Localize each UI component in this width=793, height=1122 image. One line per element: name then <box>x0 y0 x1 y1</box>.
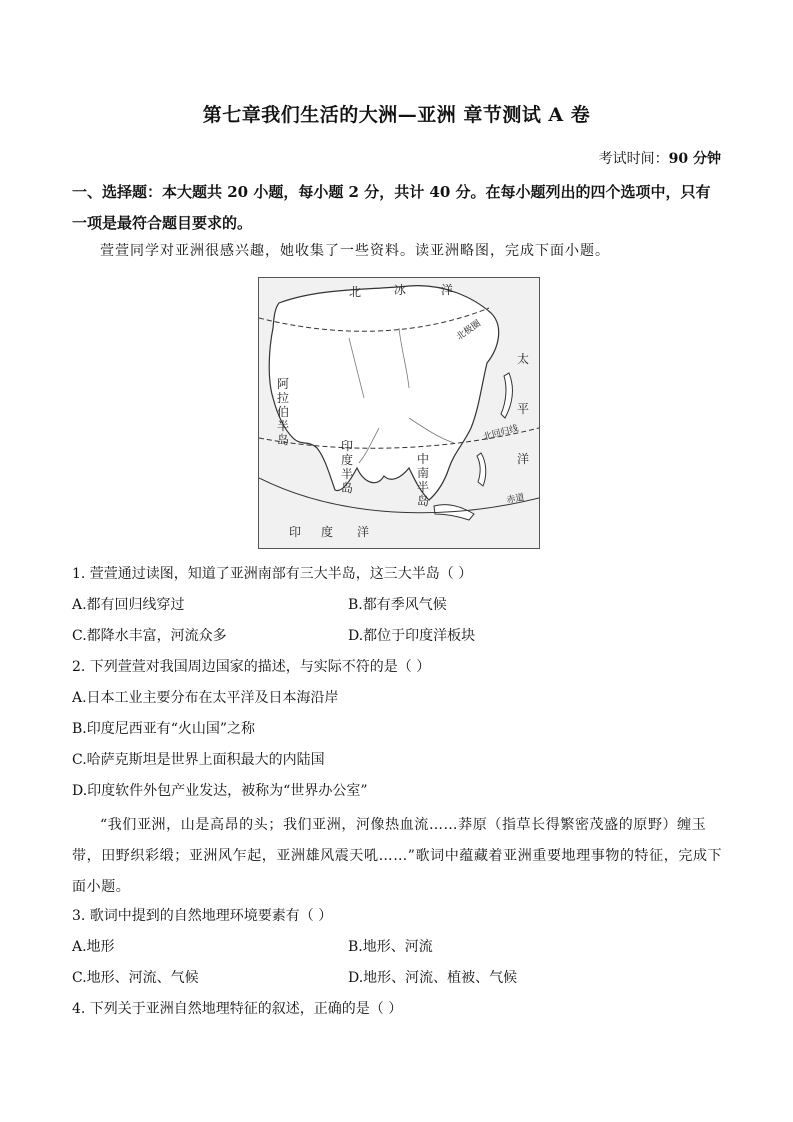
label-arctic-circle: 北极圈 <box>454 318 483 343</box>
label-india-3: 半 <box>341 467 354 481</box>
question-1-option-b[interactable]: B.都有季风气候 <box>348 597 447 613</box>
label-pacific-1: 太 <box>517 352 530 366</box>
label-pacific-2: 平 <box>517 402 530 416</box>
label-arabia-5: 岛 <box>277 433 290 447</box>
label-arctic-1: 北 <box>349 285 362 299</box>
label-indochina-2: 南 <box>417 466 430 480</box>
label-indian-ocean-2: 度 <box>321 525 334 539</box>
question-1-option-d[interactable]: D.都位于印度洋板块 <box>348 628 476 644</box>
question-2-option-d[interactable]: D.印度软件外包产业发达，被称为“世界办公室” <box>72 783 368 799</box>
exam-time <box>599 148 721 168</box>
question-3-option-d[interactable]: D.地形、河流、植被、气候 <box>348 970 518 986</box>
exam-time-value: 90 分钟 <box>668 151 721 167</box>
label-arabia-3: 伯 <box>277 405 290 419</box>
label-tropic-of-cancer: 北回归线 <box>482 423 520 443</box>
label-pacific-3: 洋 <box>517 452 530 466</box>
exam-time-label: 考试时间： <box>598 151 669 167</box>
question-2-option-b[interactable]: B.印度尼西亚有“火山国”之称 <box>72 721 256 737</box>
asia-map <box>258 277 540 549</box>
question-intro: 萱萱同学对亚洲很感兴趣，她收集了一些资料。读亚洲略图，完成下面小题。 <box>100 243 610 259</box>
label-india-4: 岛 <box>341 481 354 495</box>
question-2-option-a[interactable]: A.日本工业主要分布在太平洋及日本海沿岸 <box>72 690 339 706</box>
question-1-option-c[interactable]: C.都降水丰富，河流众多 <box>72 628 227 644</box>
label-equator: 赤道 <box>505 492 526 506</box>
question-4-stem: 4. 下列关于亚洲自然地理特征的叙述，正确的是（ ） <box>72 1001 403 1017</box>
label-indian-ocean-1: 印 <box>289 525 302 539</box>
label-arctic-2: 冰 <box>394 283 407 297</box>
label-indochina-3: 半 <box>417 480 430 494</box>
question-1-option-a[interactable]: A.都有回归线穿过 <box>72 597 185 613</box>
question-3-stem: 3. 歌词中提到的自然地理环境要素有（ ） <box>72 908 333 924</box>
question-3-option-c[interactable]: C.地形、河流、气候 <box>72 970 199 986</box>
label-indochina-1: 中 <box>417 452 430 466</box>
label-arabia-1: 阿 <box>277 377 290 391</box>
label-india-1: 印 <box>341 439 354 453</box>
question-2-stem: 2. 下列萱萱对我国周边国家的描述，与实际不符的是（ ） <box>72 659 431 675</box>
page-title: 第七章我们生活的大洲—亚洲 章节测试 A 卷 <box>202 104 591 126</box>
label-arctic-3: 洋 <box>441 283 454 297</box>
question-3-option-a[interactable]: A.地形 <box>72 939 115 955</box>
label-arabia-2: 拉 <box>277 391 290 405</box>
question-1-stem: 1. 萱萱通过读图，知道了亚洲南部有三大半岛，这三大半岛（ ） <box>72 566 473 582</box>
label-indochina-4: 岛 <box>417 494 430 508</box>
label-india-2: 度 <box>341 453 354 467</box>
section-heading: 一、选择题：本大题共 20 小题，每小题 2 分，共计 40 分。在每小题列出的四个选项中，只有一项是最符合题目要求的。 <box>72 183 711 232</box>
question-3-option-b[interactable]: B.地形、河流 <box>348 939 433 955</box>
asia-map-svg <box>259 278 539 548</box>
song-passage: “我们亚洲，山是高昂的头；我们亚洲，河像热血流……莽原（指草长得繁密茂盛的原野）缠玉带，田野织彩缎；亚洲风乍起，亚洲雄风震天吼……”歌词中蕴藏着亚洲重要地理事物的特征，完成下面小题。 <box>72 817 723 895</box>
question-2-option-c[interactable]: C.哈萨克斯坦是世界上面积最大的内陆国 <box>72 752 325 768</box>
label-indian-ocean-3: 洋 <box>357 525 370 539</box>
label-arabia-4: 半 <box>277 419 290 433</box>
